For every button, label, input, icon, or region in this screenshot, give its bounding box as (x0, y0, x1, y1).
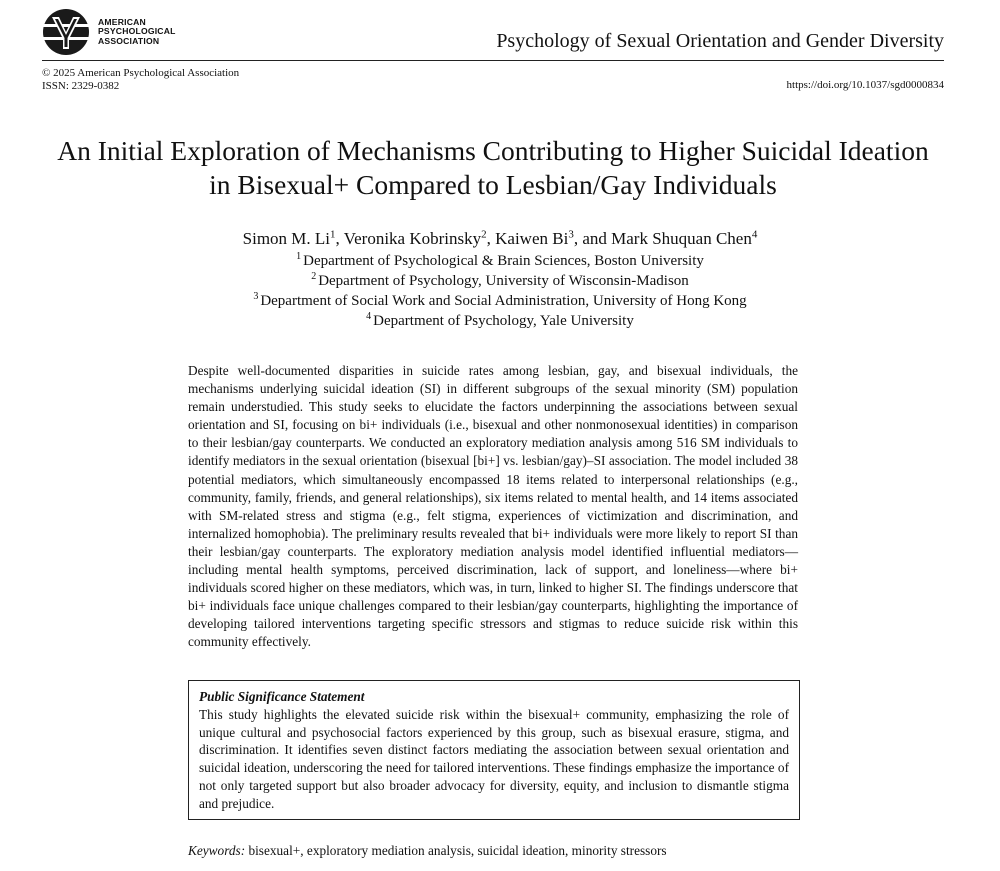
copyright-notice: © 2025 American Psychological Association (42, 67, 240, 79)
author: Veronika Kobrinsky$^2$ (343, 228, 487, 248)
significance-heading: Public Significance Statement (199, 689, 365, 704)
keywords-label: Keywords: (188, 843, 246, 858)
doi-link[interactable]: https://doi.org/10.1037/sgd0000834 (786, 79, 944, 91)
public-significance-statement (188, 680, 800, 820)
paper-title: An Initial Exploration of Mechanisms Contributing to Higher Suicidal Ideation in Bisexual+ Compared to Lesbian/Gay Individuals (57, 135, 929, 200)
apa-logo (42, 8, 176, 56)
affiliation: $^3$ Department of Social Work and Social Administration, University of Hong Kong (253, 291, 747, 309)
header-divider (42, 60, 944, 61)
copyright-block (42, 67, 239, 92)
issn: ISSN: 2329-0382 (42, 79, 120, 92)
keywords-list: bisexual+, exploratory mediation analysis, suicidal ideation, minority stressors (248, 843, 667, 858)
affiliation: $^4$ Department of Psychology, Yale University (366, 311, 634, 329)
author: Mark Shuquan Chen$^4$ (611, 228, 758, 248)
affiliation: $^2$ Department of Psychology, University of Wisconsin-Madison (311, 271, 689, 289)
abstract: Despite well-documented disparities in suicide rates among lesbian, gay, and bisexual individuals, the mechanisms underlying suicidal ideation (SI) in different subgroups of the sexual minority (SM) population remain understudied. This study seeks to elucidate the factors underpinning the associations between sexual orientation and SI, focusing on bi+ individuals (i.e., bisexual and other nonmonosexual identities) in comparison to their lesbian/gay counterparts. We conducted an exploratory mediation analysis among 516 SM individuals to identify mediators in the sexual orientation (bisexual [bi+] vs. lesbian/gay)–SI association. The model included 38 potential mediators, which simultaneously encompassed 18 items related to interpersonal relationships (e.g., community, family, friends, and general relationships), six items related to mental health, and 14 items associated with SM-related stress and stigma (e.g., felt stigma, experiences of victimization and discrimination, and internalized homophobia). The preliminary results revealed that bi+ individuals were more likely to report SI than their lesbian/gay counterparts. The exploratory mediation analysis model identified influential mediators—including mental health symptoms, perceived discrimination, lack of support, and loneliness—where bi+ individuals scored higher on these mediators, which was, in turn, linked to higher SI. The findings underscore that bi+ individuals face unique challenges compared to their lesbian/gay counterparts, highlighting the importance of developing tailored interventions targeting specific stressors and stigmas to reduce suicide risk within this community effectively. (188, 363, 798, 650)
publisher-name: AMERICAN PSYCHOLOGICAL ASSOCIATION (98, 16, 176, 46)
author: Kaiwen Bi$^3$ (495, 228, 574, 248)
affiliation: $^1$ Department of Psychological & Brain Sciences, Boston University (296, 251, 704, 269)
author: Simon M. Li$^1$ (242, 228, 336, 248)
apa-logo-icon (42, 8, 90, 56)
journal-title: Psychology of Sexual Orientation and Gender Diversity (496, 30, 944, 52)
keywords (188, 843, 667, 859)
author-list: Simon M. Li$^1$, Veronika Kobrinsky$^2$, Kaiwen Bi$^3$, and Mark Shuquan Chen$^4$ (242, 228, 758, 248)
significance-text: This study highlights the elevated suicide risk within the bisexual+ community, emphasizing the role of unique cultural and psychosocial factors experienced by this group, such as bisexual erasure, stigma, and discrimination. It identifies seven distinct factors mediating the association between sexual orientation and suicidal ideation, underscoring the need for tailored interventions. These findings emphasize the importance of not only targeted support but also broader advocacy for diversity, equity, and inclusion to dismantle stigma and prejudice. (199, 706, 789, 811)
affiliations (0, 251, 1000, 331)
